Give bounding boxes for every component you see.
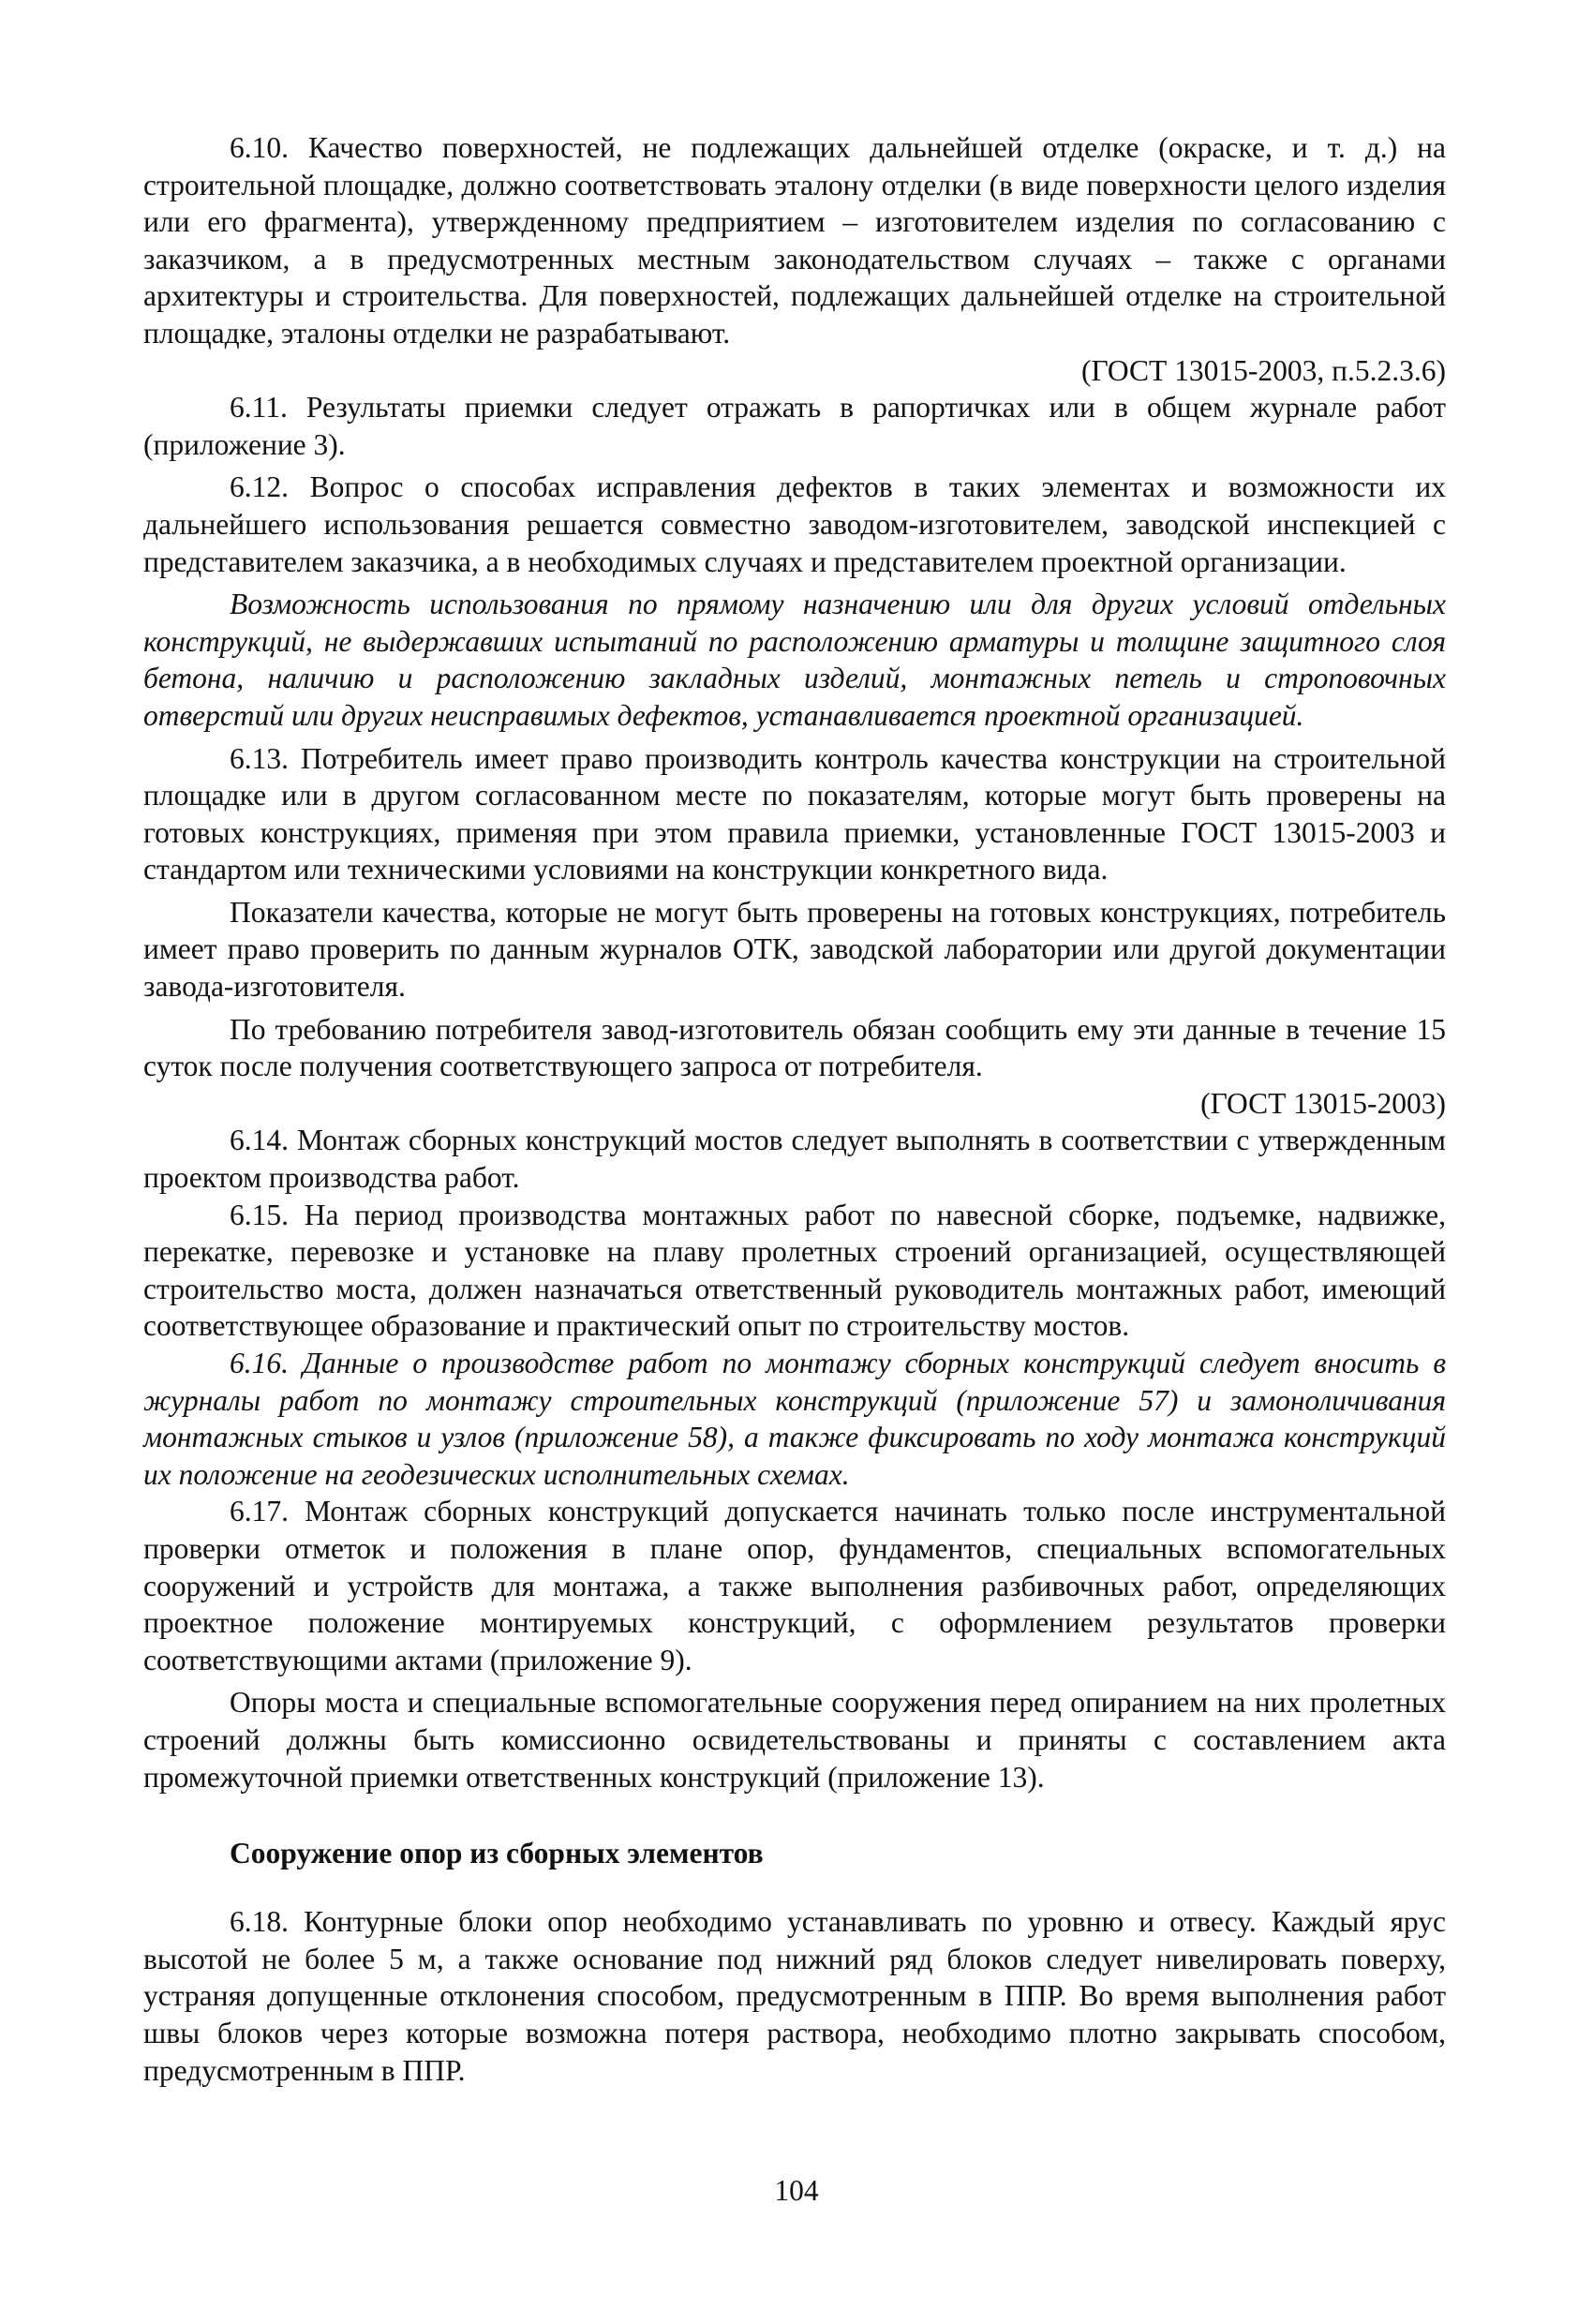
- paragraph-6-13-quality-indicators: Показатели качества, которые не могут быть проверены на готовых конструкциях, потребитель имеет право проверить по данным журналов ОТК, заводской лаборатории или другой документации завода-изготовителя.: [143, 895, 1446, 1004]
- paragraph-6-12-italic: Возможность использования по прямому назначению или для других условий отдельных конструкций, не выдержавших испытаний по расположению арматуры и толщине защитного слоя бетона, наличию и расположению закладных изделий, монтажных петель и строповочных отверстий или других неисправимых дефектов, устанавливается проектной организацией.: [143, 588, 1446, 732]
- reference-gost-6-13: (ГОСТ 13015-2003): [1200, 1086, 1446, 1120]
- paragraph-6-11: 6.11. Результаты приемки следует отражать в рапортичках или в общем журнале работ (приложение 3).: [143, 391, 1446, 461]
- paragraph-6-17: 6.17. Монтаж сборных конструкций допускается начинать только после инструментальной проверки отметок и положения в плане опор, фундаментов, специальных вспомогательных сооружений и устройств для монтажа, а также выполнения разбивочных работ, определяющих проектное положение монтируемых конструкций, с оформлением результатов проверки соответствующими актами (приложение 9).: [143, 1495, 1446, 1676]
- paragraph-6-13-consumer-request: По требованию потребителя завод-изготовитель обязан сообщить ему эти данные в течение 15 суток после получения соответствующего запроса от потребителя.: [143, 1012, 1446, 1083]
- paragraph-6-17-supports: Опоры моста и специальные вспомогательные сооружения перед опиранием на них пролетных строений должны быть комиссионно освидетельствованы и приняты с составлением акта промежуточной приемки ответственных конструкций (приложение 13).: [143, 1686, 1446, 1794]
- section-heading: Сооружение опор из сборных элементов: [230, 1837, 764, 1870]
- paragraph-6-12: 6.12. Вопрос о способах исправления дефектов в таких элементах и возможности их дальнейшего использования решается совместно заводом-изготовителем, заводской инспекцией с представителем заказчика, а в необходимых случаях и представителем проектной организации.: [143, 470, 1446, 578]
- page-body: [143, 129, 1446, 2089]
- paragraph-6-13: 6.13. Потребитель имеет право производить контроль качества конструкции на строительной площадке или в другом согласованном месте по показателям, которые могут быть проверены на готовых конструкциях, применяя при этом правила приемки, установленные ГОСТ 13015-2003 и стандартом или техническими условиями на конструкции конкретного вида.: [143, 741, 1446, 886]
- reference-gost-6-10: (ГОСТ 13015-2003, п.5.2.3.6): [1080, 353, 1446, 387]
- paragraph-6-18: 6.18. Контурные блоки опор необходимо устанавливать по уровню и отвесу. Каждый ярус высотой не более 5 м, а также основание под нижний ряд блоков следует нивелировать поверху, устраняя допущенные отклонения способом, предусмотренным в ППР. Во время выполнения работ швы блоков через которые возможна потеря раствора, необходимо плотно закрывать способом, предусмотренным в ППР.: [143, 1905, 1446, 2087]
- paragraph-6-16: 6.16. Данные о производстве работ по монтажу сборных конструкций следует вносить в журналы работ по монтажу строительных конструкций (приложение 57) и замоноличивания монтажных стыков и узлов (приложение 58), а также фиксировать по ходу монтажа конструкций их положение на геодезических исполнительных схемах.: [143, 1347, 1446, 1491]
- paragraph-6-15: 6.15. На период производства монтажных работ по навесной сборке, подъемке, надвижке, перекатке, перевозке и установке на плаву пролетных строений организацией, осуществляющей строительство моста, должен назначаться ответственный руководитель монтажных работ, имеющий соответствующее образование и практический опыт по строительству мостов.: [143, 1198, 1446, 1343]
- paragraph-6-10: 6.10. Качество поверхностей, не подлежащих дальнейшей отделке (окраске, и т. д.) на строительной площадке, должно соответствовать эталону отделки (в виде поверхности целого изделия или его фрагмента), утвержденному предприятием – изготовителем изделия по согласованию с заказчиком, а в предусмотренных местным законодательством случаях – также с органами архитектуры и строительства. Для поверхностей, подлежащих дальнейшей отделке на строительной площадке, эталоны отделки не разрабатывают.: [143, 131, 1446, 350]
- paragraph-6-14: 6.14. Монтаж сборных конструкций мостов следует выполнять в соответствии с утвержденным проектом производства работ.: [143, 1124, 1446, 1195]
- page-number: 104: [774, 2174, 819, 2207]
